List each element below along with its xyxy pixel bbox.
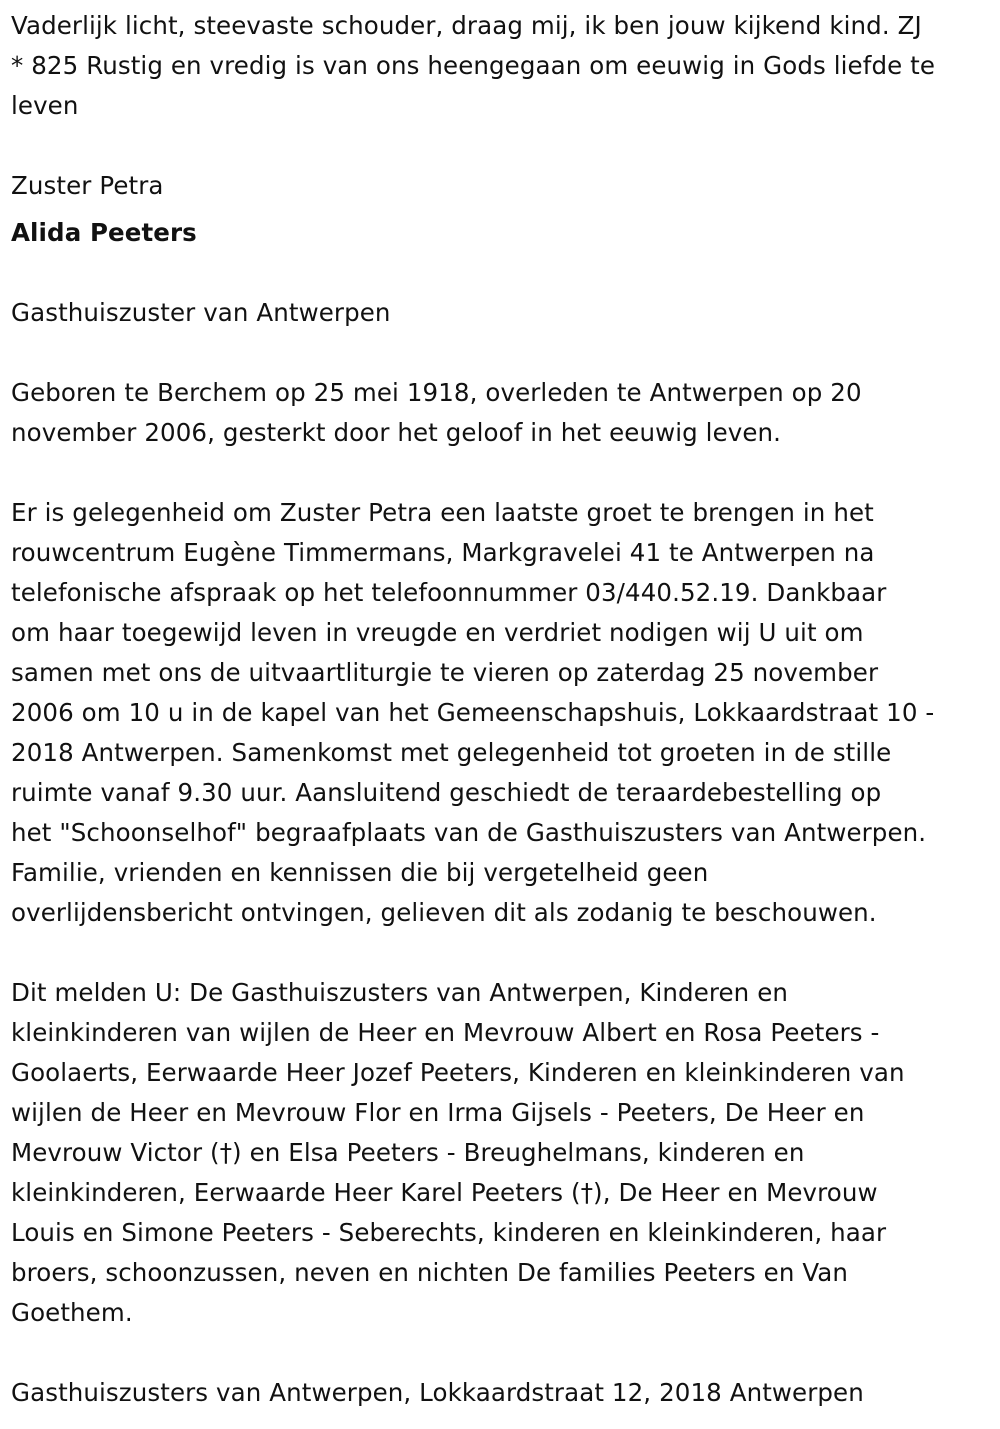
- paragraph-line: 2006 om 10 u in de kapel van het Gemeenschapshuis, Lokkaardstraat 10 -: [11, 698, 935, 727]
- paragraph-line: Familie, vrienden en kennissen die bij vergetelheid geen: [11, 858, 709, 887]
- spacer: [11, 333, 989, 373]
- paragraph-line: ruimte vanaf 9.30 uur. Aansluitend geschiedt de teraardebestelling op: [11, 778, 882, 807]
- spacer: [11, 933, 989, 973]
- quote-line: * 825 Rustig en vredig is van ons heengegaan om eeuwig in Gods liefde te: [11, 51, 936, 80]
- paragraph-line: telefonische afspraak op het telefoonnummer 03/440.52.19. Dankbaar: [11, 578, 887, 607]
- announcers-paragraph: [11, 973, 989, 1333]
- paragraph-line: overlijdensbericht ontvingen, gelieven dit als zodanig te beschouwen.: [11, 898, 877, 927]
- paragraph-line: Louis en Simone Peeters - Seberechts, kinderen en kleinkinderen, haar: [11, 1218, 887, 1247]
- paragraph-line: kleinkinderen van wijlen de Heer en Mevrouw Albert en Rosa Peeters -: [11, 1018, 880, 1047]
- paragraph-line: om haar toegewijd leven in vreugde en verdriet nodigen wij U uit om: [11, 618, 864, 647]
- paragraph-line: Goolaerts, Eerwaarde Heer Jozef Peeters, Kinderen en kleinkinderen van: [11, 1058, 905, 1087]
- deceased-name: Alida Peeters: [11, 218, 197, 247]
- paragraph-line: Dit melden U: De Gasthuiszusters van Antwerpen, Kinderen en: [11, 978, 788, 1007]
- spacer: [11, 253, 989, 293]
- sender-address: Gasthuiszusters van Antwerpen, Lokkaardstraat 12, 2018 Antwerpen: [11, 1378, 864, 1407]
- paragraph-line: november 2006, gesterkt door het geloof in het eeuwig leven.: [11, 418, 782, 447]
- paragraph-line: broers, schoonzussen, neven en nichten De families Peeters en Van: [11, 1258, 849, 1287]
- paragraph-line: het "Schoonselhof" begraafplaats van de Gasthuiszusters van Antwerpen.: [11, 818, 927, 847]
- spacer: [11, 126, 989, 166]
- paragraph-line: rouwcentrum Eugène Timmermans, Markgravelei 41 te Antwerpen na: [11, 538, 875, 567]
- quote-line: leven: [11, 91, 79, 120]
- spacer: [11, 453, 989, 493]
- paragraph-line: Goethem.: [11, 1298, 133, 1327]
- quote-line: Vaderlijk licht, steevaste schouder, draag mij, ik ben jouw kijkend kind. ZJ: [11, 11, 922, 40]
- paragraph-line: Mevrouw Victor (†) en Elsa Peeters - Breughelmans, kinderen en: [11, 1138, 805, 1167]
- opening-quote: [11, 6, 989, 126]
- paragraph-line: 2018 Antwerpen. Samenkomst met gelegenheid tot groeten in de stille: [11, 738, 892, 767]
- spacer: [11, 1333, 989, 1373]
- paragraph-line: wijlen de Heer en Mevrouw Flor en Irma Gijsels - Peeters, De Heer en: [11, 1098, 865, 1127]
- religious-name: Zuster Petra: [11, 171, 164, 200]
- birth-death-paragraph: [11, 373, 989, 453]
- arrangements-paragraph: [11, 493, 989, 933]
- paragraph-line: Geboren te Berchem op 25 mei 1918, overleden te Antwerpen op 20: [11, 378, 862, 407]
- paragraph-line: kleinkinderen, Eerwaarde Heer Karel Peeters (†), De Heer en Mevrouw: [11, 1178, 878, 1207]
- paragraph-line: Er is gelegenheid om Zuster Petra een laatste groet te brengen in het: [11, 498, 874, 527]
- paragraph-line: samen met ons de uitvaartliturgie te vieren op zaterdag 25 november: [11, 658, 879, 687]
- congregation: Gasthuiszuster van Antwerpen: [11, 298, 391, 327]
